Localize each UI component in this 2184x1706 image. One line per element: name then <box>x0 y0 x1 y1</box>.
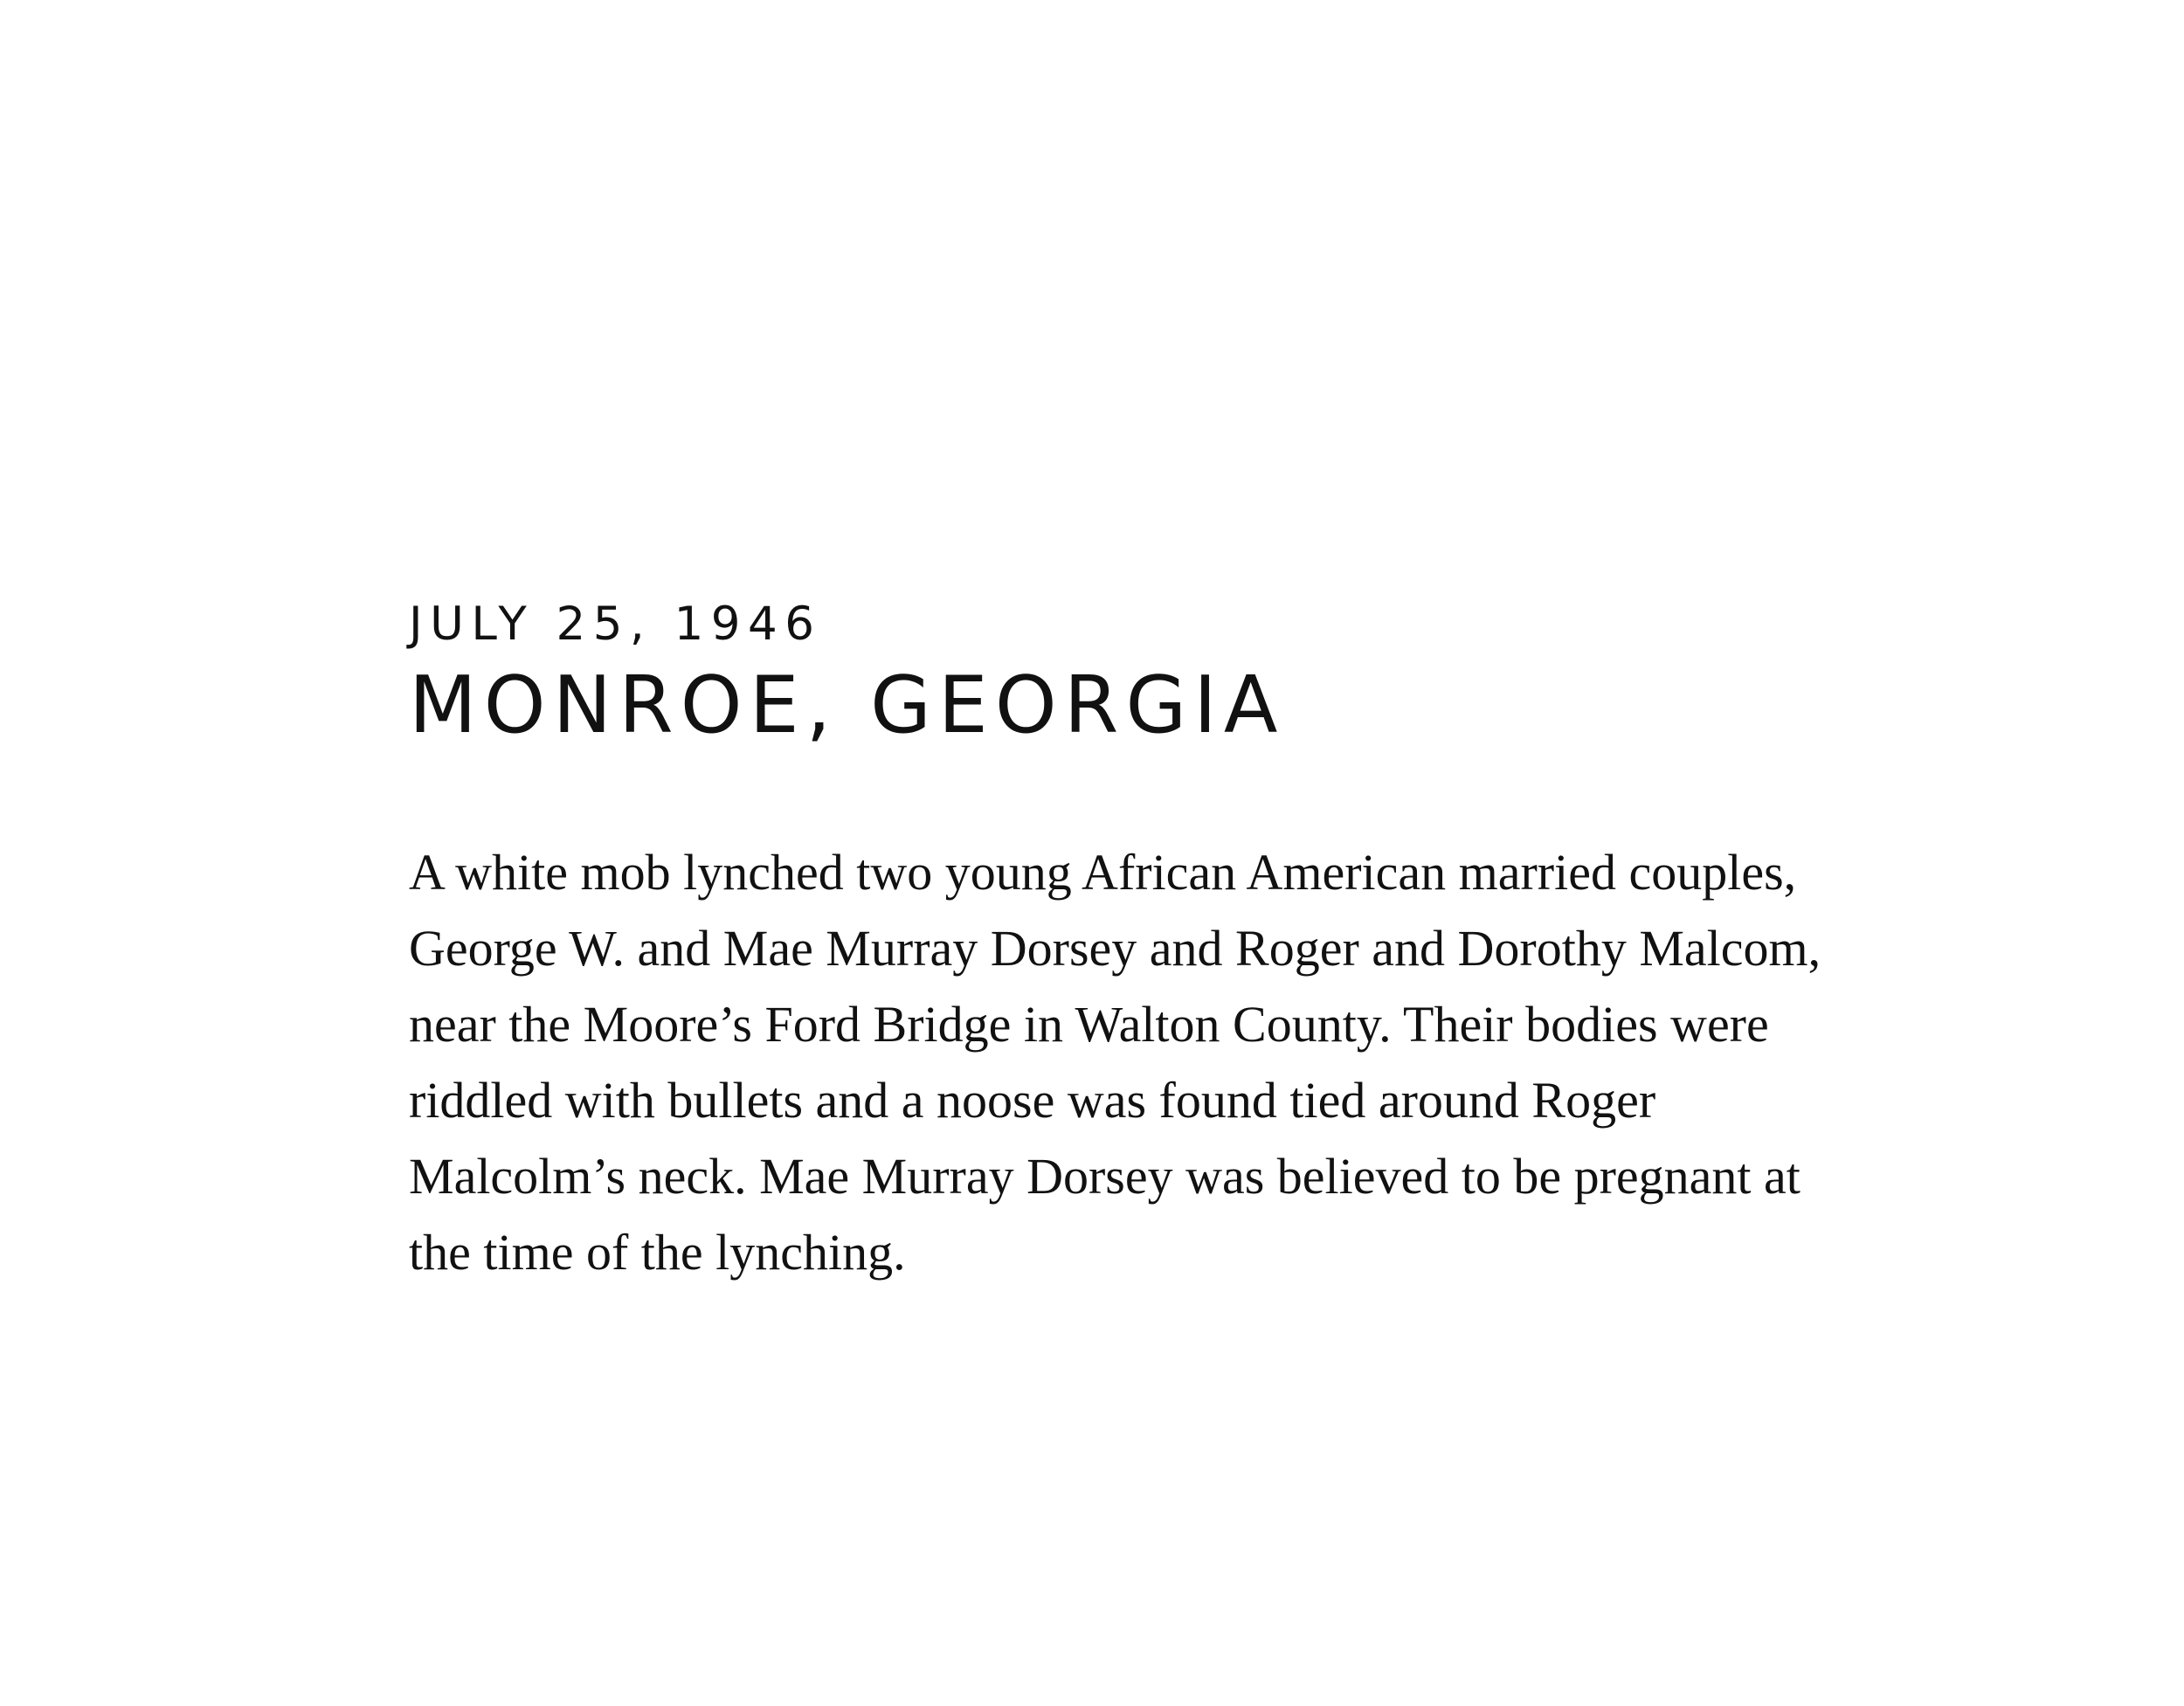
event-location: MONROE, GEORGIA <box>409 660 1285 751</box>
event-date: JULY 25, 1946 <box>409 597 822 651</box>
event-description: A white mob lynched two young African American married couples, George W. and Mae Murray Dorsey and Roger and Dorothy Malcom, near the Moore’s Ford Bridge in Walton County. Their bodies were riddled with bullets and a noose was found tied around Roger Malcolm’s neck. Mae Murray Dorsey was believed to be pregnant at the time of the lynching. <box>409 844 1821 1281</box>
document-panel <box>409 597 1894 1290</box>
